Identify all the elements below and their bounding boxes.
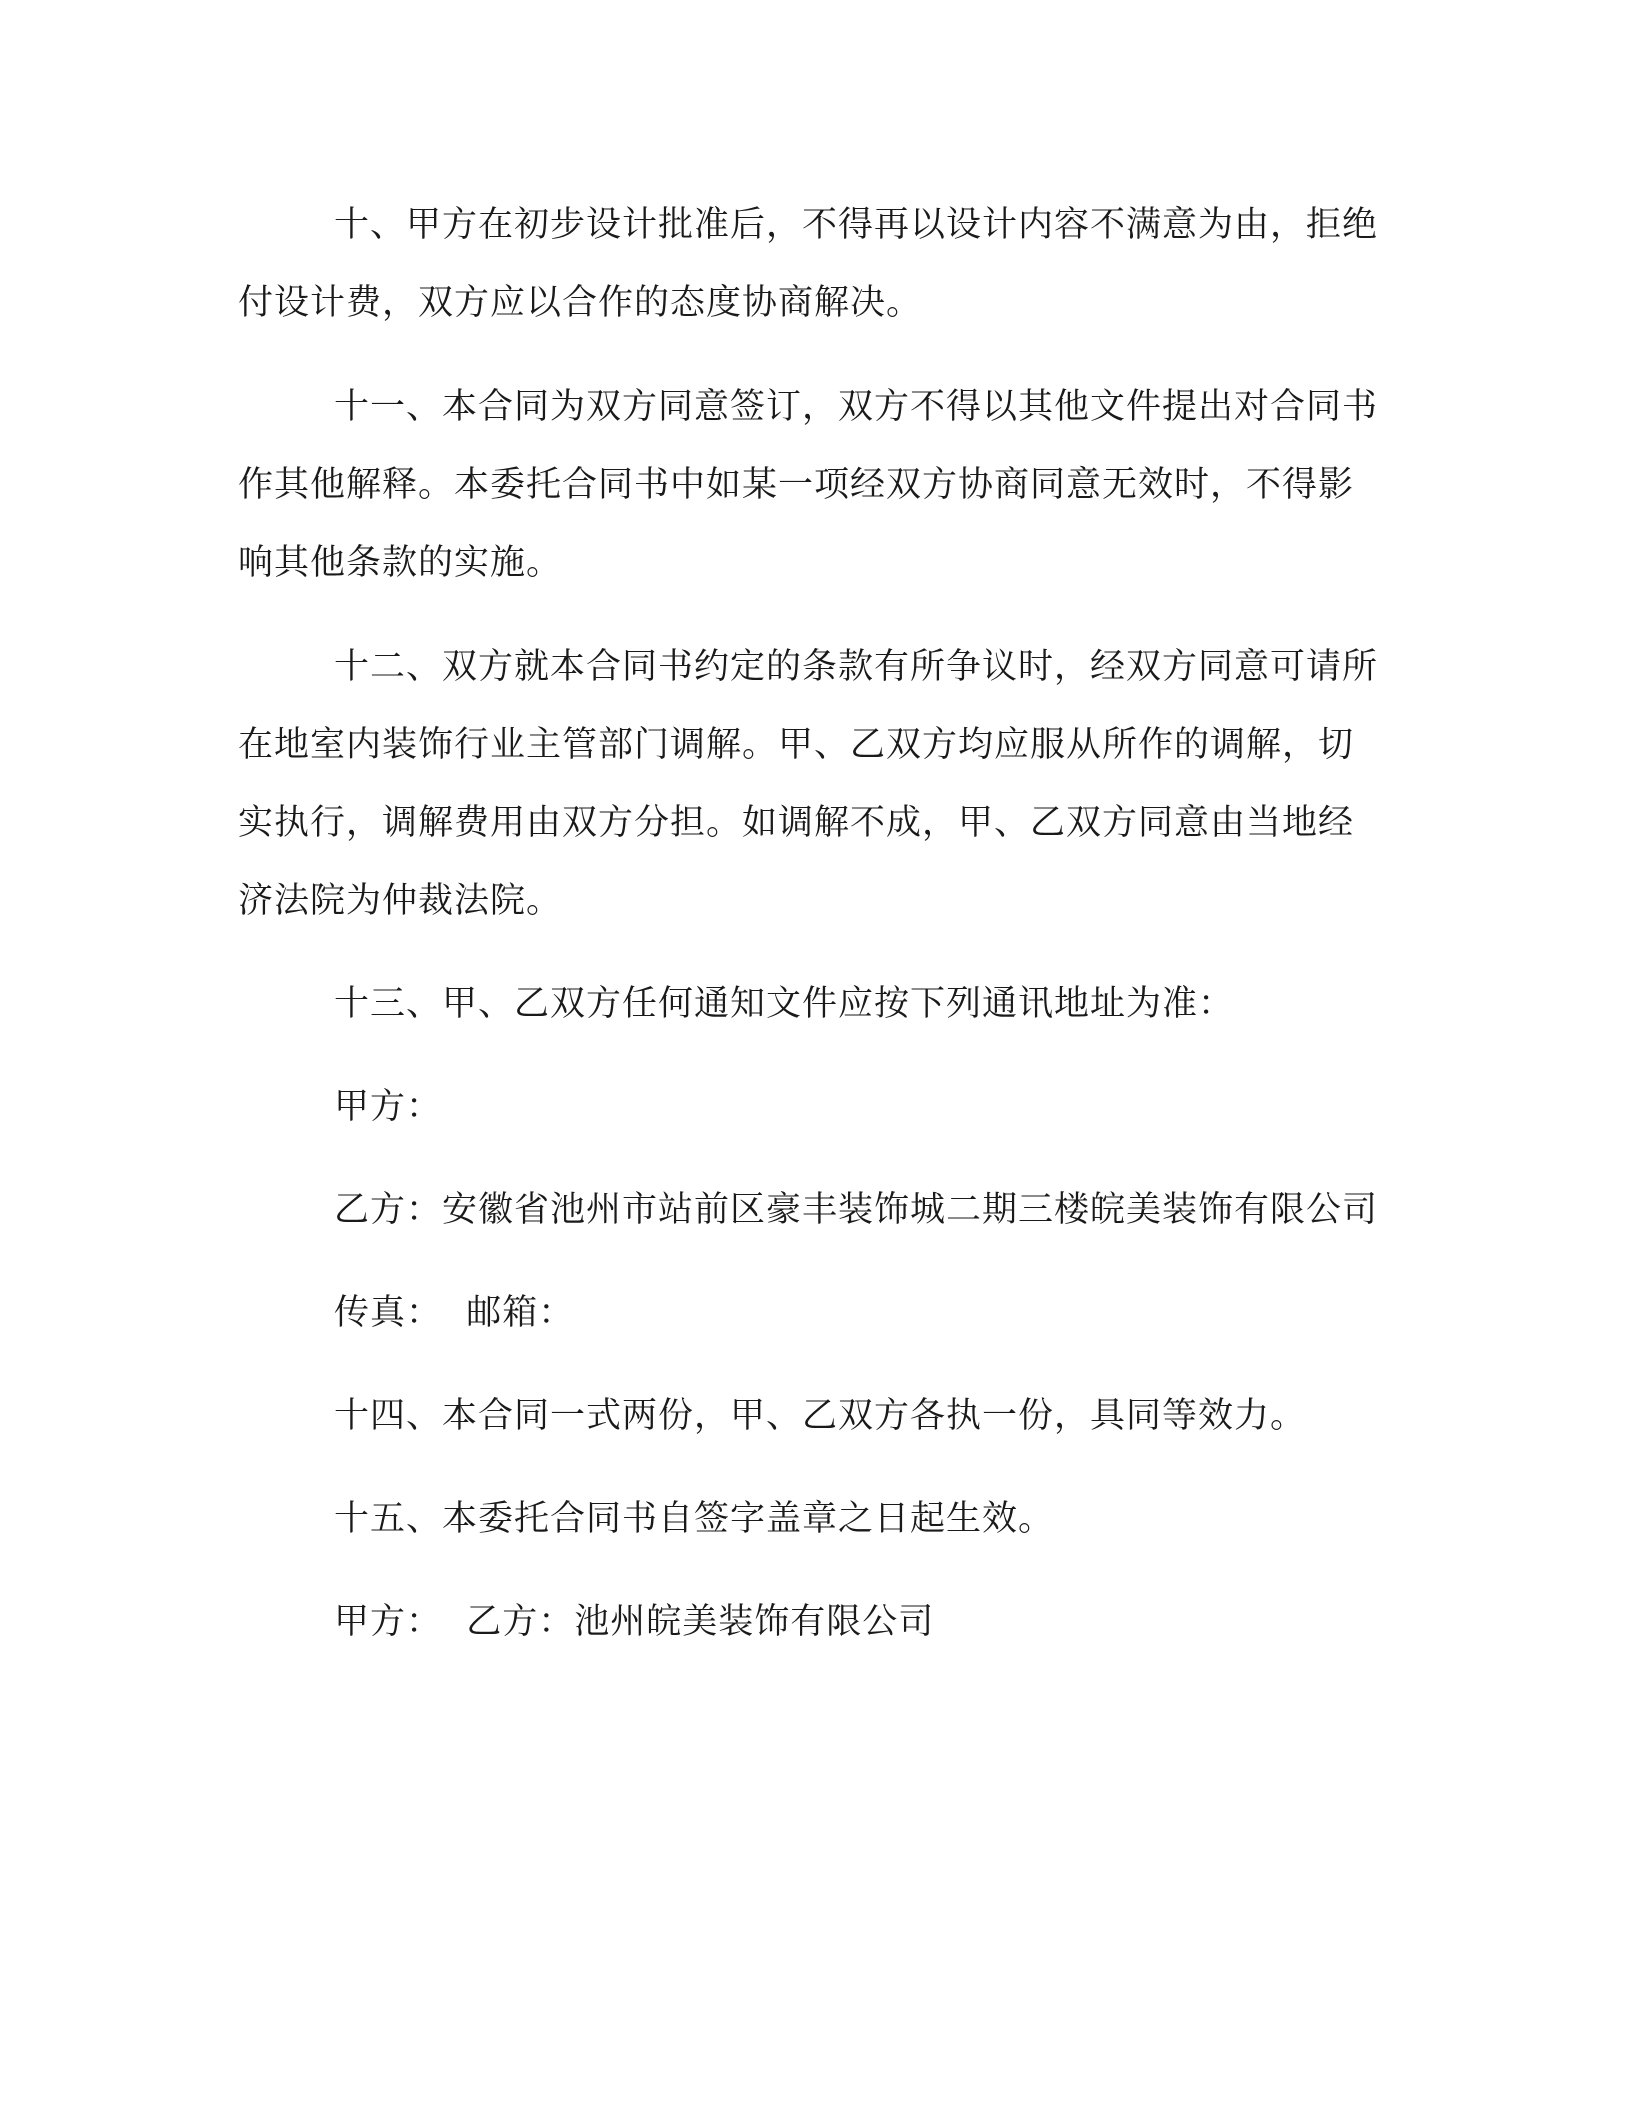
clause-12: 十二、双方就本合同书约定的条款有所争议时，经双方同意可请所在地室内装饰行业主管部门调解。甲、乙双方均应服从所作的调解，切实执行，调解费用由双方分担。如调解不成，甲、乙双方同意由当地经济法院为仲裁法院。 — [238, 647, 1379, 921]
contract-body — [238, 186, 1378, 1661]
fax-email: 传真： 邮箱： — [334, 1293, 575, 1333]
clause-10: 十、甲方在初步设计批准后，不得再以设计内容不满意为由，拒绝付设计费，双方应以合作的态度协商解决。 — [238, 205, 1379, 323]
party-b-address: 乙方：安徽省池州市站前区豪丰装饰城二期三楼皖美装饰有限公司 — [334, 1190, 1379, 1230]
clause-13: 十三、甲、乙双方任何通知文件应按下列通讯地址为准： — [334, 984, 1235, 1024]
party-a-address: 甲方： — [334, 1087, 443, 1127]
clause-14: 十四、本合同一式两份，甲、乙双方各执一份，具同等效力。 — [334, 1396, 1307, 1436]
clause-11: 十一、本合同为双方同意签订，双方不得以其他文件提出对合同书作其他解释。本委托合同书中如某一项经双方协商同意无效时，不得影响其他条款的实施。 — [238, 387, 1379, 583]
clause-15: 十五、本委托合同书自签字盖章之日起生效。 — [334, 1499, 1055, 1539]
signature-line: 甲方： 乙方：池州皖美装饰有限公司 — [334, 1602, 935, 1642]
